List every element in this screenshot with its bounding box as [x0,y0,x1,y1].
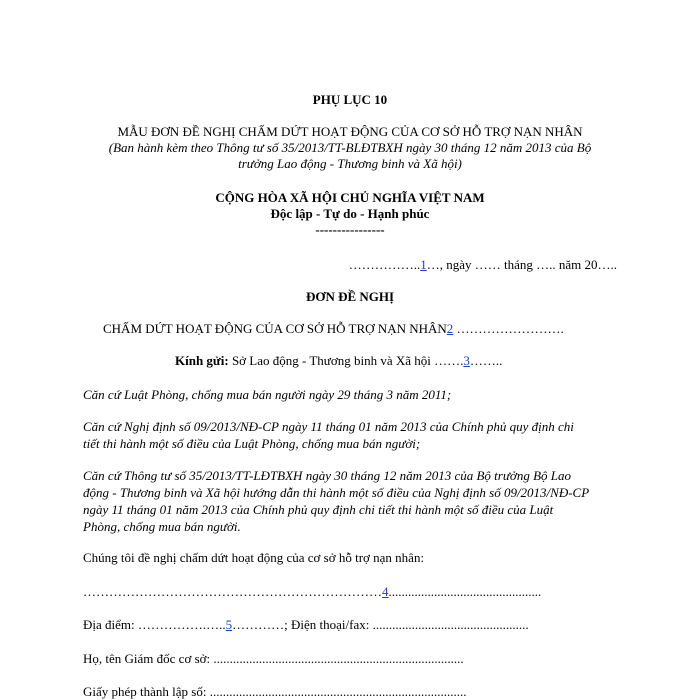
recipient-line [175,353,502,369]
footnote-link-4[interactable]: 4 [382,584,389,599]
legal-basis-1: Căn cứ Luật Phòng, chống mua bán người ngày 29 tháng 3 năm 2011; [83,387,452,402]
issued-note-line-2: trưởng Lao động - Thương binh và Xã hội) [238,156,462,171]
footnote-link-1[interactable]: 1 [420,257,427,272]
national-title: CỘNG HÒA XÃ HỘI CHỦ NGHĨA VIỆT NAM [215,190,485,205]
footnote-link-3[interactable]: 3 [463,353,470,368]
legal-basis-3-line-3: ngày 11 tháng 01 năm 2013 của Chính phủ quy định chi tiết thi hành một số điều của Luật [83,502,554,517]
address-line [83,617,529,633]
facility-name-field-end: ............................................... [388,584,542,599]
facility-name-line [83,584,541,600]
facility-name-field: …………………………………………………………… [83,584,382,599]
header-divider: ---------------- [315,222,385,237]
appendix-title: PHỤ LỤC 10 [312,92,388,107]
national-motto: Độc lập - Tự do - Hạnh phúc [270,206,430,221]
date-placeholder: …, ngày …… tháng ….. năm 20….. [426,257,617,272]
director-name-line: Họ, tên Giám đốc cơ sở: ............................................................................. [83,651,464,666]
legal-basis-3-line-4: Phòng, chống mua bán người. [83,519,241,534]
legal-basis-3-line-2: động - Thương binh và Xã hội hướng dẫn thi hành một số điều của Nghị định số 09/2013/NĐ-CP [83,485,590,500]
date-line [349,257,617,273]
address-field: Địa điểm: …………….….. [83,617,226,632]
document-subtitle [103,321,564,337]
subtitle-placeholder: ……………………. [453,321,564,336]
footnote-link-5[interactable]: 5 [225,617,233,632]
recipient-placeholder: …….. [469,353,503,368]
recipient-label: Kính gửi: [175,353,229,368]
legal-basis-3-line-1: Căn cứ Thông tư số 35/2013/TT-LĐTBXH ngày 30 tháng 12 năm 2013 của Bộ trưởng Bộ Lao [83,468,572,483]
phone-fax-field: …………; Điện thoại/fax: ................................................ [232,617,529,632]
request-statement: Chúng tôi đề nghị chấm dứt hoạt động của cơ sở hỗ trợ nạn nhân: [83,550,425,565]
date-place-placeholder: …………….. [348,257,421,272]
footnote-link-2[interactable]: 2 [446,321,454,336]
form-title: MẪU ĐƠN ĐỀ NGHỊ CHẤM DỨT HOẠT ĐỘNG CỦA CƠ SỞ HỖ TRỢ NẠN NHÂN [117,124,583,139]
legal-basis-2-line-2: tiết thi hành một số điều của Luật Phòng, chống mua bán người; [83,436,421,451]
legal-basis-2-line-1: Căn cứ Nghị định số 09/2013/NĐ-CP ngày 11 tháng 01 năm 2013 của Chính phủ quy định chi [83,419,574,434]
document-title: ĐƠN ĐỀ NGHỊ [305,289,395,304]
issued-note-line-1: (Ban hành kèm theo Thông tư số 35/2013/TT-BLĐTBXH ngày 30 tháng 12 năm 2013 của Bộ [108,140,592,155]
license-number-line: Giấy phép thành lập số: ............................................................................... [83,684,467,699]
recipient-text: Sở Lao động - Thương binh và Xã hội ……. [228,353,464,368]
subtitle-text: CHẤM DỨT HOẠT ĐỘNG CỦA CƠ SỞ HỖ TRỢ NẠN NHÂN [103,321,447,336]
